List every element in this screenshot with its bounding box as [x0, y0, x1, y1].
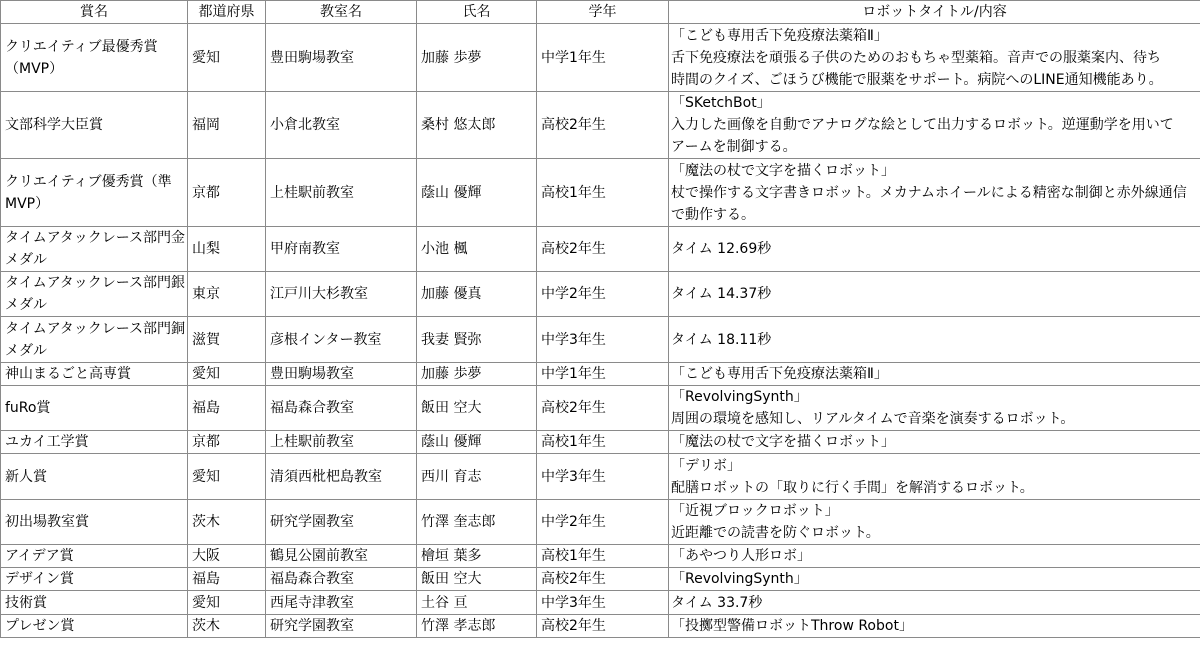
header-award: 賞名 [1, 1, 188, 24]
robot-content-cell [669, 24, 1200, 92]
award-cell: クリエイティブ最優秀賞（MVP） [1, 24, 188, 92]
prefecture-cell: 大阪 [188, 545, 266, 568]
classroom-cell: 彦根インター教室 [266, 317, 417, 363]
robot-content-cell [669, 363, 1200, 386]
name-cell: 竹澤 奎志郎 [417, 500, 537, 545]
name-cell: 加藤 歩夢 [417, 363, 537, 386]
classroom-cell: 清須西枇杷島教室 [266, 454, 417, 500]
prefecture-cell: 愛知 [188, 24, 266, 92]
robot-content-line: タイム 12.69秒 [671, 241, 772, 257]
prefecture-cell: 福島 [188, 386, 266, 431]
robot-content-line: タイム 14.37秒 [671, 286, 772, 302]
grade-cell: 高校2年生 [537, 92, 669, 159]
grade-cell: 高校2年生 [537, 227, 669, 272]
table-row [1, 454, 1200, 500]
robot-content-line: 配膳ロボットの「取りに行く手間」を解消するロボット。 [671, 479, 1034, 496]
robot-content-line: 「魔法の杖で文字を描くロボット」 [671, 434, 895, 450]
grade-cell: 高校1年生 [537, 159, 669, 227]
grade-cell: 高校1年生 [537, 431, 669, 454]
award-cell: ユカイ工学賞 [1, 431, 188, 454]
header-classroom: 教室名 [266, 1, 417, 24]
award-cell: 新人賞 [1, 454, 188, 500]
robot-content-line: 周囲の環境を感知し、リアルタイムで音楽を演奏するロボット。 [671, 411, 1075, 427]
table-row [1, 386, 1200, 431]
name-cell: 土谷 亘 [417, 591, 537, 615]
robot-content-line: 「こども専用舌下免疫療法薬箱Ⅱ」 [671, 27, 888, 44]
robot-content-line: 舌下免疫療法を頑張る子供のためのおもちゃ型薬箱。音声での服薬案内、待ち [671, 49, 1161, 66]
classroom-cell: 豊田駒場教室 [266, 363, 417, 386]
table-row [1, 24, 1200, 92]
grade-cell: 中学3年生 [537, 454, 669, 500]
prefecture-cell: 愛知 [188, 363, 266, 386]
name-cell: 飯田 空大 [417, 568, 537, 591]
classroom-cell: 甲府南教室 [266, 227, 417, 272]
table-row [1, 431, 1200, 454]
award-cell: タイムアタックレース部門銀メダル [1, 272, 188, 317]
robot-content-line: 「RevolvingSynth」 [671, 389, 808, 405]
robot-content-line: 「RevolvingSynth」 [671, 571, 808, 587]
table-row [1, 227, 1200, 272]
table-row [1, 591, 1200, 615]
robot-content-line: 杖で操作する文字書きロボット。メカナムホイールによる精密な制御と赤外線通信 [671, 184, 1187, 201]
name-cell: 檜垣 葉多 [417, 545, 537, 568]
grade-cell: 中学3年生 [537, 591, 669, 615]
grade-cell: 高校2年生 [537, 386, 669, 431]
prefecture-cell: 山梨 [188, 227, 266, 272]
table-row [1, 92, 1200, 159]
name-cell: 加藤 歩夢 [417, 24, 537, 92]
award-cell: 初出場教室賞 [1, 500, 188, 545]
robot-content-line: 「デリボ」 [671, 457, 741, 474]
table-row [1, 317, 1200, 363]
classroom-cell: 西尾寺津教室 [266, 591, 417, 615]
robot-content-line: 「あやつり人形ロボ」 [671, 548, 811, 564]
award-cell: タイムアタックレース部門金メダル [1, 227, 188, 272]
award-cell: アイデア賞 [1, 545, 188, 568]
header-row [1, 1, 1200, 24]
classroom-cell: 鶴見公園前教室 [266, 545, 417, 568]
classroom-cell: 上桂駅前教室 [266, 159, 417, 227]
name-cell: 竹澤 孝志郎 [417, 615, 537, 638]
award-cell: クリエイティブ優秀賞（準MVP） [1, 159, 188, 227]
classroom-cell: 小倉北教室 [266, 92, 417, 159]
robot-content-cell [669, 159, 1200, 227]
name-cell: 蔭山 優輝 [417, 159, 537, 227]
robot-content-cell [669, 92, 1200, 159]
name-cell: 蔭山 優輝 [417, 431, 537, 454]
award-cell: 神山まるごと高専賞 [1, 363, 188, 386]
table-row [1, 500, 1200, 545]
prefecture-cell: 茨木 [188, 500, 266, 545]
table-row [1, 545, 1200, 568]
prefecture-cell: 京都 [188, 159, 266, 227]
prefecture-cell: 茨木 [188, 615, 266, 638]
grade-cell: 中学1年生 [537, 363, 669, 386]
name-cell: 我妻 賢弥 [417, 317, 537, 363]
prefecture-cell: 福岡 [188, 92, 266, 159]
grade-cell: 高校1年生 [537, 545, 669, 568]
robot-content-cell [669, 454, 1200, 500]
classroom-cell: 福島森合教室 [266, 386, 417, 431]
name-cell: 小池 楓 [417, 227, 537, 272]
robot-content-cell [669, 568, 1200, 591]
grade-cell: 中学2年生 [537, 272, 669, 317]
name-cell: 西川 育志 [417, 454, 537, 500]
robot-content-line: 近距離での読書を防ぐロボット。 [671, 525, 880, 541]
prefecture-cell: 福島 [188, 568, 266, 591]
name-cell: 桑村 悠太郎 [417, 92, 537, 159]
table-row [1, 615, 1200, 638]
robot-content-cell [669, 227, 1200, 272]
grade-cell: 中学1年生 [537, 24, 669, 92]
grade-cell: 高校2年生 [537, 568, 669, 591]
header-grade: 学年 [537, 1, 669, 24]
robot-content-line: タイム 33.7秒 [671, 594, 763, 611]
robot-content-line: で動作する。 [671, 206, 755, 223]
robot-content-line: 「魔法の杖で文字を描くロボット」 [671, 162, 895, 179]
robot-content-cell [669, 500, 1200, 545]
robot-content-line: 時間のクイズ、ごほうび機能で服薬をサポート。病院へのLINE通知機能あり。 [671, 71, 1163, 88]
prefecture-cell: 滋賀 [188, 317, 266, 363]
table-row [1, 363, 1200, 386]
grade-cell: 中学2年生 [537, 500, 669, 545]
classroom-cell: 上桂駅前教室 [266, 431, 417, 454]
robot-content-cell [669, 386, 1200, 431]
robot-content-cell [669, 545, 1200, 568]
prefecture-cell: 東京 [188, 272, 266, 317]
table-row [1, 272, 1200, 317]
robot-content-cell [669, 615, 1200, 638]
robot-content-line: アームを制御する。 [671, 139, 797, 155]
award-cell: 文部科学大臣賞 [1, 92, 188, 159]
prefecture-cell: 京都 [188, 431, 266, 454]
award-cell: デザイン賞 [1, 568, 188, 591]
header-prefecture: 都道府県 [188, 1, 266, 24]
table-row [1, 159, 1200, 227]
robot-content-line: 「SKetchBot」 [671, 95, 771, 111]
classroom-cell: 江戸川大杉教室 [266, 272, 417, 317]
award-cell: タイムアタックレース部門銅メダル [1, 317, 188, 363]
prefecture-cell: 愛知 [188, 591, 266, 615]
robot-content-cell [669, 591, 1200, 615]
header-name: 氏名 [417, 1, 537, 24]
robot-content-cell [669, 272, 1200, 317]
robot-content-line: 「投擲型警備ロボットThrow Robot」 [671, 618, 913, 634]
award-cell: fuRo賞 [1, 386, 188, 431]
robot-content-line: 入力した画像を自動でアナログな絵として出力するロボット。逆運動学を用いて [671, 117, 1174, 133]
classroom-cell: 研究学園教室 [266, 500, 417, 545]
robot-content-line: 「こども専用舌下免疫療法薬箱Ⅱ」 [671, 366, 888, 382]
robot-content-cell [669, 431, 1200, 454]
classroom-cell: 豊田駒場教室 [266, 24, 417, 92]
grade-cell: 高校2年生 [537, 615, 669, 638]
name-cell: 飯田 空大 [417, 386, 537, 431]
name-cell: 加藤 優真 [417, 272, 537, 317]
header-robot-content: ロボットタイトル/内容 [669, 1, 1200, 24]
prefecture-cell: 愛知 [188, 454, 266, 500]
robot-content-line: タイム 18.11秒 [671, 331, 772, 348]
grade-cell: 中学3年生 [537, 317, 669, 363]
table-row [1, 568, 1200, 591]
robot-content-cell [669, 317, 1200, 363]
award-cell: プレゼン賞 [1, 615, 188, 638]
classroom-cell: 福島森合教室 [266, 568, 417, 591]
robot-content-line: 「近視ブロックロボット」 [671, 503, 839, 519]
award-cell: 技術賞 [1, 591, 188, 615]
classroom-cell: 研究学園教室 [266, 615, 417, 638]
